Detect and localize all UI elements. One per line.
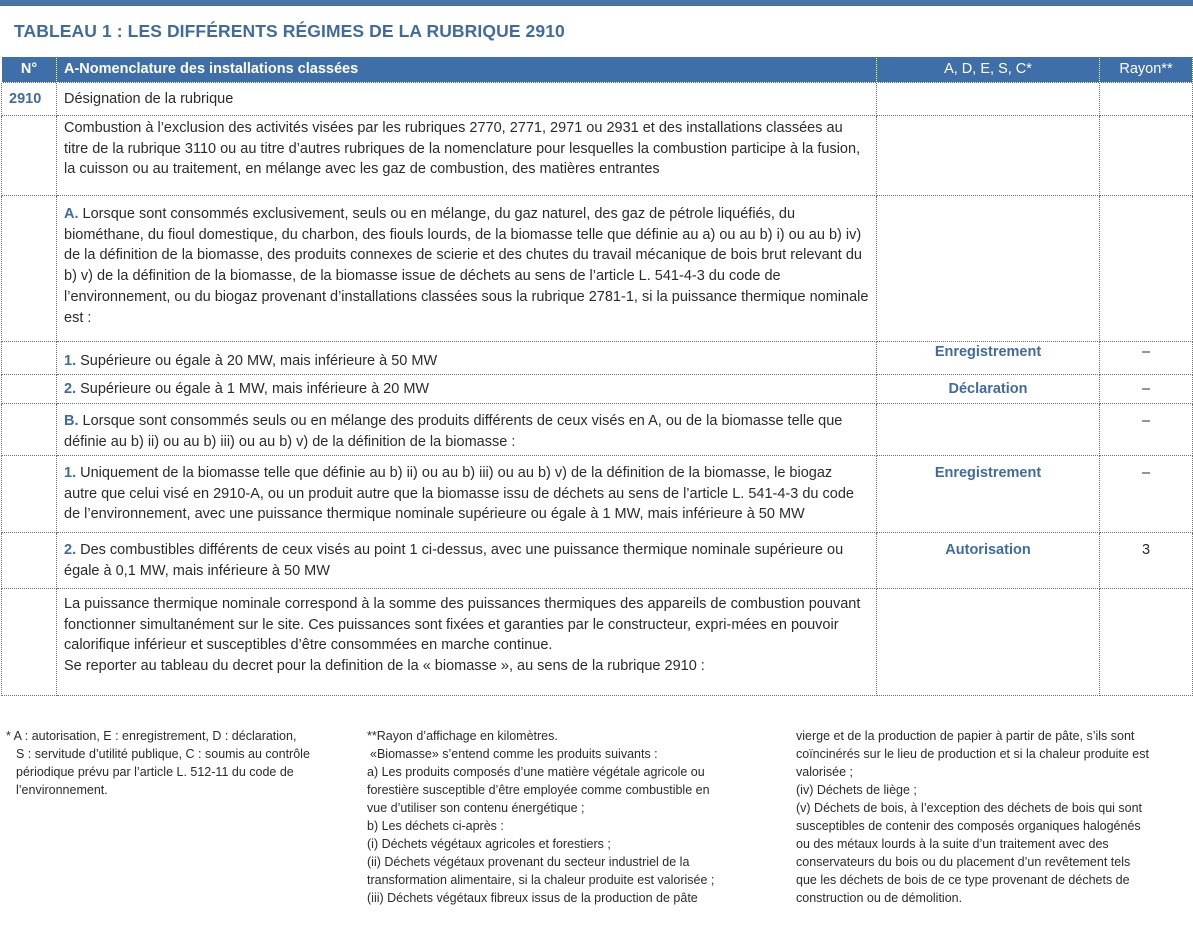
footnote-biomasse-continued: vierge et de la production de papier à partir de pâte, s’ils sont coïncinérés sur le lieu de production et si la chaleur produite est valorisée ; (iv) Déchets de liège ; (v) Déchets de bois, à l’exception des déchets de bois qui sont susceptibles de contenir des composés organiques halogénés ou des métaux lourds à la suite d’un traitement avec des conservateurs du bois ou du placement d’un revêtement tels que les déchets de bois de ce type provenant de déchets de construction ou de démolition. [796, 729, 1149, 905]
top-accent-bar [0, 0, 1193, 6]
rubrique-number: 2910 [2, 83, 57, 116]
section-a-label: A. [64, 206, 79, 222]
table-row [2, 83, 1193, 116]
table-row [2, 375, 1193, 404]
section-a-text: A. Lorsque sont consommés exclusivement, seuls ou en mélange, du gaz naturel, des gaz de pétrole liquéfiés, du biométhane, du fioul domestique, du charbon, des fiouls lourds, de la biomasse telle que définie au a) ou au b) i) ou au b) iv) de la définition de la biomasse, des produits connexes de scierie et des chutes du travail mécanique de bois brut relevant du b) v) de la définition de la biomasse, de la biomasse issue de déchets au sens de l’article L. 541-4-3 du code de l’environnement, ou du biogaz provenant d’installations classées sous la rubrique 2781-1, si la puissance thermique nominale est : [57, 196, 877, 342]
section-a2-text: 2. Supérieure ou égale à 1 MW, mais inférieure à 20 MW [57, 375, 877, 404]
rayon-value: – [1100, 404, 1193, 456]
regime-value: Enregistrement [877, 342, 1100, 375]
table-row [2, 404, 1193, 456]
header-nomenclature: A-Nomenclature des installations classées [57, 57, 877, 83]
header-regime: A, D, E, S, C* [877, 57, 1100, 83]
header-rayon: Rayon** [1100, 57, 1193, 83]
footnote-rayon-biomasse: **Rayon d’affichage en kilomètres. «Biomasse» s’entend comme les produits suivants : a) Les produits composés d’une matière végétale agricole ou forestière susceptible d’être employée comme combustible en vue d’utiliser son contenu énergétique ; b) Les déchets ci-après : (i) Déchets végétaux agricoles et forestiers ; (ii) Déchets végétaux provenant du secteur industriel de la transformation alimentaire, si la chaleur produite est valorisée ; (iii) Déchets végétaux fibreux issus de la production de pâte [367, 729, 715, 905]
table-header-row [2, 57, 1193, 83]
table-row [2, 196, 1193, 342]
combustion-text: Combustion à l’exclusion des activités visées par les rubriques 2770, 2771, 2971 ou 2931 et des installations classées au titre de la rubrique 3110 ou au titre d’autres rubriques de la nomenclature pour lesquelles la combustion participe à la fusion, la cuisson ou au traitement, en mélange avec les gaz de combustion, des matières entrantes [57, 116, 877, 196]
table-row [2, 116, 1193, 196]
footnote-regimes: * A : autorisation, E : enregistrement, D : déclaration, S : servitude d’utilité publique, C : soumis au contrôle périodique prévu par l’article L. 512-11 du code de l’environnement. [6, 729, 310, 797]
rayon-value: – [1100, 456, 1193, 533]
table-row [2, 342, 1193, 375]
rayon-value: – [1100, 375, 1193, 404]
section-a1-text: 1. Supérieure ou égale à 20 MW, mais inférieure à 50 MW [57, 342, 877, 375]
table-title: TABLEAU 1 : LES DIFFÉRENTS RÉGIMES DE LA RUBRIQUE 2910 [14, 21, 565, 41]
section-b1-text: 1. Uniquement de la biomasse telle que définie au b) ii) ou au b) iii) ou au b) v) de la définition de la biomasse, le biogaz autre que celui visé en 2910-A, ou un produit autre que la biomasse issu de déchets au sens de l’article L. 541-4-3 du code de l’environnement, avec une puissance thermique nominale supérieure ou égale à 1 MW, mais inférieure à 50 MW [57, 456, 877, 533]
regimes-table [1, 56, 1193, 696]
table-row [2, 589, 1193, 696]
header-num: N° [2, 57, 57, 83]
regime-value: Enregistrement [877, 456, 1100, 533]
table-row [2, 456, 1193, 533]
regime-value: Autorisation [877, 533, 1100, 589]
rayon-value: 3 [1100, 533, 1193, 589]
designation-text: Désignation de la rubrique [57, 83, 877, 116]
regime-value: Déclaration [877, 375, 1100, 404]
rayon-value: – [1100, 342, 1193, 375]
section-b2-text: 2. Des combustibles différents de ceux visés au point 1 ci-dessus, avec une puissance thermique nominale supérieure ou égale à 0,1 MW, mais inférieure à 50 MW [57, 533, 877, 589]
table-row [2, 533, 1193, 589]
section-b-text: B. Lorsque sont consommés seuls ou en mélange des produits différents de ceux visés en A, ou de la biomasse telle que définie au b) ii) ou au b) iii) ou au b) v) de la définition de la biomasse : [57, 404, 877, 456]
puissance-note: La puissance thermique nominale correspond à la somme des puissances thermiques des appareils de combustion pouvant fonctionner simultanément sur le site. Ces puissances sont fixées et garanties par le constructeur, expri-mées en pouvoir calorifique inférieur et susceptibles d’être consommées en marche continue. Se reporter au tableau du decret pour la definition de la « biomasse », au sens de la rubrique 2910 : [57, 589, 877, 696]
